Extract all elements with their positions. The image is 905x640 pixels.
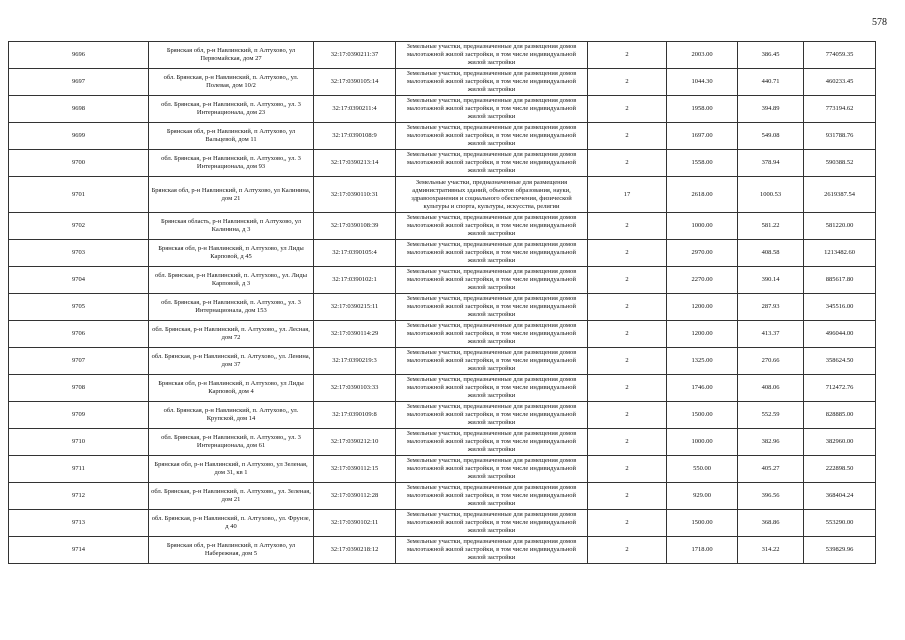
table-row	[9, 429, 876, 456]
address-cell: обл. Брянская, р-н Навлинский, п. Алтухово,, ул. Лесная, дом 72	[149, 321, 314, 348]
area-cell: 1325.00	[667, 348, 738, 375]
use-code-cell: 2	[588, 402, 667, 429]
use-code-cell: 2	[588, 123, 667, 150]
use-code-cell: 2	[588, 150, 667, 177]
table-row	[9, 294, 876, 321]
address-cell: обл. Брянская, р-н Навлинский, п. Алтухово,, ул. Фрунзе, д 40	[149, 510, 314, 537]
use-code-cell: 2	[588, 483, 667, 510]
cadastral-value-table	[8, 41, 876, 564]
use-code-cell: 2	[588, 267, 667, 294]
use-code-cell: 2	[588, 96, 667, 123]
land-use-cell: Земельные участки, предназначенные для размещения домов малоэтажной жилой застройки, в том числе индивидуальной жилой застройки	[396, 429, 588, 456]
address-cell: обл. Брянская, р-н Навлинский, п. Алтухово,, ул. 3 Интернационала, дом 93	[149, 150, 314, 177]
table-body	[9, 42, 876, 564]
address-cell: Брянская обл, р-н Навлинский, п Алтухово, ул Калинина, дом 21	[149, 177, 314, 213]
cadastral-value-cell: 460233.45	[804, 69, 876, 96]
address-cell: обл. Брянская, р-н Навлинский, п. Алтухово,, ул. 3 Интернационала, дом 153	[149, 294, 314, 321]
land-use-cell: Земельные участки, предназначенные для размещения домов малоэтажной жилой застройки, в том числе индивидуальной жилой застройки	[396, 150, 588, 177]
table-row	[9, 267, 876, 294]
address-cell: обл. Брянская, р-н Навлинский, п. Алтухово,, ул. 3 Интернационала, дом 23	[149, 96, 314, 123]
table-row	[9, 483, 876, 510]
cadastral-value-cell: 368404.24	[804, 483, 876, 510]
cadastral-value-cell: 496044.00	[804, 321, 876, 348]
table-row	[9, 510, 876, 537]
table-row	[9, 150, 876, 177]
unit-value-cell: 270.66	[738, 348, 804, 375]
address-cell: обл. Брянская, р-н Навлинский, п. Алтухово,, ул. Крупской, дом 14	[149, 402, 314, 429]
use-code-cell: 2	[588, 42, 667, 69]
table-row	[9, 240, 876, 267]
table-row	[9, 96, 876, 123]
cadastral-value-cell: 712472.76	[804, 375, 876, 402]
land-use-cell: Земельные участки, предназначенные для размещения домов малоэтажной жилой застройки, в том числе индивидуальной жилой застройки	[396, 456, 588, 483]
table-row	[9, 177, 876, 213]
address-cell: обл. Брянская, р-н Навлинский, п. Алтухово,, ул. Лиды Карповой, д 3	[149, 267, 314, 294]
row-number: 9701	[9, 177, 149, 213]
cadastral-value-cell: 828885.00	[804, 402, 876, 429]
row-number: 9698	[9, 96, 149, 123]
cadastral-number-cell: 32:17:0390114:29	[314, 321, 396, 348]
land-use-cell: Земельные участки, предназначенные для размещения домов малоэтажной жилой застройки, в том числе индивидуальной жилой застройки	[396, 402, 588, 429]
row-number: 9713	[9, 510, 149, 537]
cadastral-value-cell: 885617.80	[804, 267, 876, 294]
area-cell: 2270.00	[667, 267, 738, 294]
unit-value-cell: 413.37	[738, 321, 804, 348]
area-cell: 1500.00	[667, 510, 738, 537]
land-use-cell: Земельные участки, предназначенные для размещения домов малоэтажной жилой застройки, в том числе индивидуальной жилой застройки	[396, 69, 588, 96]
area-cell: 1558.00	[667, 150, 738, 177]
unit-value-cell: 378.94	[738, 150, 804, 177]
cadastral-number-cell: 32:17:0390103:33	[314, 375, 396, 402]
cadastral-value-cell: 581220.00	[804, 213, 876, 240]
area-cell: 2003.00	[667, 42, 738, 69]
area-cell: 1746.00	[667, 375, 738, 402]
use-code-cell: 2	[588, 294, 667, 321]
cadastral-number-cell: 32:17:0390112:15	[314, 456, 396, 483]
table-row	[9, 537, 876, 564]
cadastral-value-cell: 773194.62	[804, 96, 876, 123]
land-use-cell: Земельные участки, предназначенные для размещения домов малоэтажной жилой застройки, в том числе индивидуальной жилой застройки	[396, 483, 588, 510]
cadastral-number-cell: 32:17:0390108:39	[314, 213, 396, 240]
cadastral-value-cell: 222898.50	[804, 456, 876, 483]
table-row	[9, 348, 876, 375]
unit-value-cell: 408.58	[738, 240, 804, 267]
area-cell: 2970.00	[667, 240, 738, 267]
cadastral-number-cell: 32:17:0390105:14	[314, 69, 396, 96]
area-cell: 1718.00	[667, 537, 738, 564]
cadastral-number-cell: 32:17:0390102:11	[314, 510, 396, 537]
address-cell: Брянская обл, р-н Навлинский, п Алтухово, ул Зеленая, дом 31, кв 1	[149, 456, 314, 483]
unit-value-cell: 386.45	[738, 42, 804, 69]
cadastral-number-cell: 32:17:0390219:3	[314, 348, 396, 375]
land-use-cell: Земельные участки, предназначенные для размещения административных зданий, объектов образования, науки, здравоохранения и социального обеспечения, физической культуры и спорта, культуры, искусства, религии	[396, 177, 588, 213]
cadastral-number-cell: 32:17:0390218:12	[314, 537, 396, 564]
cadastral-value-cell: 1213482.60	[804, 240, 876, 267]
address-cell: Брянская область, р-н Навлинский, п Алтухово, ул Калинина, д 3	[149, 213, 314, 240]
address-cell: обл. Брянская, р-н Навлинский, п. Алтухово,, ул. 3 Интернационала, дом 61	[149, 429, 314, 456]
table-row	[9, 456, 876, 483]
unit-value-cell: 1000.53	[738, 177, 804, 213]
unit-value-cell: 405.27	[738, 456, 804, 483]
cadastral-number-cell: 32:17:0390211:4	[314, 96, 396, 123]
cadastral-value-cell: 774059.35	[804, 42, 876, 69]
cadastral-number-cell: 32:17:0390212:10	[314, 429, 396, 456]
cadastral-value-cell: 553290.00	[804, 510, 876, 537]
cadastral-value-cell: 539829.96	[804, 537, 876, 564]
use-code-cell: 2	[588, 537, 667, 564]
land-use-cell: Земельные участки, предназначенные для размещения домов малоэтажной жилой застройки, в том числе индивидуальной жилой застройки	[396, 537, 588, 564]
row-number: 9697	[9, 69, 149, 96]
area-cell: 1958.00	[667, 96, 738, 123]
table-row	[9, 213, 876, 240]
row-number: 9707	[9, 348, 149, 375]
cadastral-number-cell: 32:17:0390110:31	[314, 177, 396, 213]
address-cell: обл. Брянская, р-н Навлинский, п. Алтухово,, ул. Полевая, дом 10/2	[149, 69, 314, 96]
land-use-cell: Земельные участки, предназначенные для размещения домов малоэтажной жилой застройки, в том числе индивидуальной жилой застройки	[396, 321, 588, 348]
cadastral-number-cell: 32:17:0390211:37	[314, 42, 396, 69]
land-use-cell: Земельные участки, предназначенные для размещения домов малоэтажной жилой застройки, в том числе индивидуальной жилой застройки	[396, 267, 588, 294]
land-use-cell: Земельные участки, предназначенные для размещения домов малоэтажной жилой застройки, в том числе индивидуальной жилой застройки	[396, 213, 588, 240]
row-number: 9714	[9, 537, 149, 564]
cadastral-number-cell: 32:17:0390105:4	[314, 240, 396, 267]
row-number: 9696	[9, 42, 149, 69]
cadastral-number-cell: 32:17:0390213:14	[314, 150, 396, 177]
row-number: 9704	[9, 267, 149, 294]
row-number: 9708	[9, 375, 149, 402]
land-use-cell: Земельные участки, предназначенные для размещения домов малоэтажной жилой застройки, в том числе индивидуальной жилой застройки	[396, 348, 588, 375]
area-cell: 1000.00	[667, 213, 738, 240]
cadastral-value-cell: 382960.00	[804, 429, 876, 456]
unit-value-cell: 581.22	[738, 213, 804, 240]
cadastral-number-cell: 32:17:0390109:8	[314, 402, 396, 429]
row-number: 9706	[9, 321, 149, 348]
area-cell: 1697.00	[667, 123, 738, 150]
cadastral-value-cell: 345516.00	[804, 294, 876, 321]
cadastral-number-cell: 32:17:0390215:11	[314, 294, 396, 321]
row-number: 9709	[9, 402, 149, 429]
use-code-cell: 2	[588, 510, 667, 537]
table-row	[9, 375, 876, 402]
use-code-cell: 2	[588, 348, 667, 375]
use-code-cell: 2	[588, 213, 667, 240]
use-code-cell: 2	[588, 429, 667, 456]
unit-value-cell: 549.08	[738, 123, 804, 150]
area-cell: 550.00	[667, 456, 738, 483]
unit-value-cell: 440.71	[738, 69, 804, 96]
land-use-cell: Земельные участки, предназначенные для размещения домов малоэтажной жилой застройки, в том числе индивидуальной жилой застройки	[396, 375, 588, 402]
address-cell: обл. Брянская, р-н Навлинский, п. Алтухово,, ул. Зеленая, дом 21	[149, 483, 314, 510]
address-cell: Брянская обл, р-н Навлинский, п Алтухово, ул Набережная, дом 5	[149, 537, 314, 564]
area-cell: 1200.00	[667, 294, 738, 321]
use-code-cell: 2	[588, 456, 667, 483]
row-number: 9710	[9, 429, 149, 456]
address-cell: Брянская обл, р-н Навлинский, п Алтухово, ул Лиды Карповой, дом 4	[149, 375, 314, 402]
table-row	[9, 123, 876, 150]
area-cell: 1500.00	[667, 402, 738, 429]
table-row	[9, 402, 876, 429]
land-use-cell: Земельные участки, предназначенные для размещения домов малоэтажной жилой застройки, в том числе индивидуальной жилой застройки	[396, 510, 588, 537]
area-cell: 1000.00	[667, 429, 738, 456]
unit-value-cell: 408.06	[738, 375, 804, 402]
use-code-cell: 2	[588, 69, 667, 96]
cadastral-value-cell: 590388.52	[804, 150, 876, 177]
row-number: 9702	[9, 213, 149, 240]
use-code-cell: 2	[588, 321, 667, 348]
cadastral-number-cell: 32:17:0390108:9	[314, 123, 396, 150]
unit-value-cell: 382.96	[738, 429, 804, 456]
use-code-cell: 17	[588, 177, 667, 213]
land-use-cell: Земельные участки, предназначенные для размещения домов малоэтажной жилой застройки, в том числе индивидуальной жилой застройки	[396, 294, 588, 321]
page-number: 578	[872, 17, 887, 28]
unit-value-cell: 396.56	[738, 483, 804, 510]
row-number: 9711	[9, 456, 149, 483]
unit-value-cell: 314.22	[738, 537, 804, 564]
address-cell: обл. Брянская, р-н Навлинский, п. Алтухово,, ул. Ленина, дом 37	[149, 348, 314, 375]
table-row	[9, 42, 876, 69]
area-cell: 1044.30	[667, 69, 738, 96]
land-use-cell: Земельные участки, предназначенные для размещения домов малоэтажной жилой застройки, в том числе индивидуальной жилой застройки	[396, 42, 588, 69]
area-cell: 1200.00	[667, 321, 738, 348]
land-use-cell: Земельные участки, предназначенные для размещения домов малоэтажной жилой застройки, в том числе индивидуальной жилой застройки	[396, 240, 588, 267]
address-cell: Брянская обл, р-н Навлинский, п Алтухово, ул Лиды Карповой, д 45	[149, 240, 314, 267]
row-number: 9700	[9, 150, 149, 177]
unit-value-cell: 552.59	[738, 402, 804, 429]
cadastral-value-cell: 358624.50	[804, 348, 876, 375]
area-cell: 929.00	[667, 483, 738, 510]
area-cell: 2618.00	[667, 177, 738, 213]
cadastral-number-cell: 32:17:0390102:1	[314, 267, 396, 294]
table-row	[9, 69, 876, 96]
use-code-cell: 2	[588, 240, 667, 267]
unit-value-cell: 287.93	[738, 294, 804, 321]
table-row	[9, 321, 876, 348]
cadastral-value-cell: 931788.76	[804, 123, 876, 150]
address-cell: Брянская обл, р-н Навлинский, п Алтухово, ул Вальцевой, дом 11	[149, 123, 314, 150]
unit-value-cell: 394.89	[738, 96, 804, 123]
cadastral-value-cell: 2619387.54	[804, 177, 876, 213]
address-cell: Брянская обл, р-н Навлинский, п Алтухово, ул Первомайская, дом 27	[149, 42, 314, 69]
row-number: 9705	[9, 294, 149, 321]
land-use-cell: Земельные участки, предназначенные для размещения домов малоэтажной жилой застройки, в том числе индивидуальной жилой застройки	[396, 123, 588, 150]
row-number: 9703	[9, 240, 149, 267]
row-number: 9699	[9, 123, 149, 150]
unit-value-cell: 390.14	[738, 267, 804, 294]
row-number: 9712	[9, 483, 149, 510]
cadastral-number-cell: 32:17:0390112:28	[314, 483, 396, 510]
unit-value-cell: 368.86	[738, 510, 804, 537]
use-code-cell: 2	[588, 375, 667, 402]
land-use-cell: Земельные участки, предназначенные для размещения домов малоэтажной жилой застройки, в том числе индивидуальной жилой застройки	[396, 96, 588, 123]
